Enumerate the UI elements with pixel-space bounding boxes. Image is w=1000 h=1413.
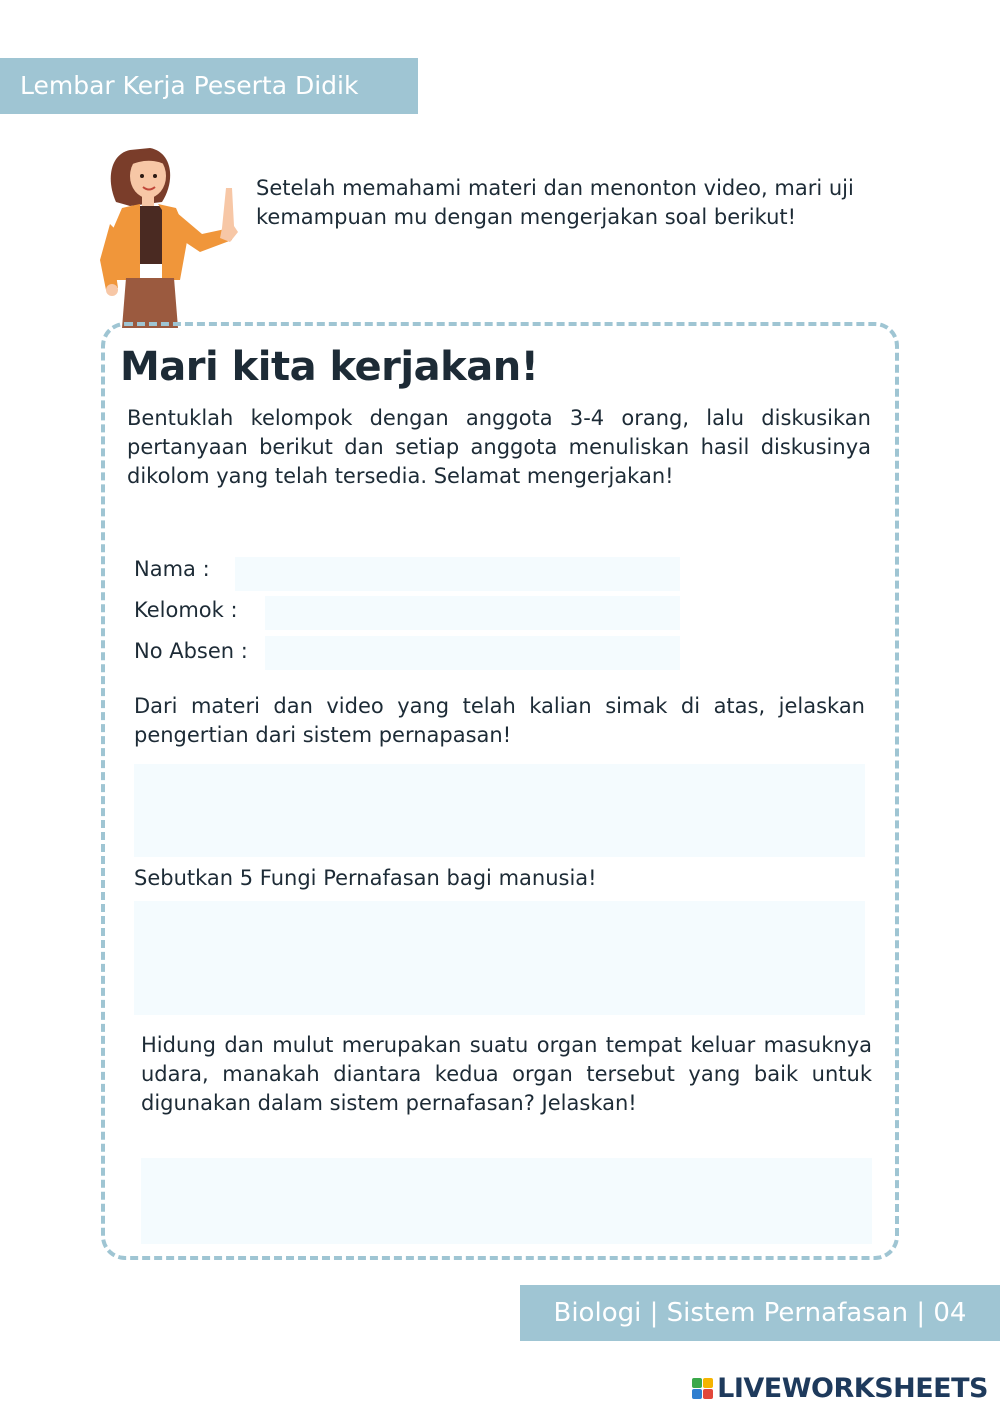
name-label: Nama : (134, 557, 210, 581)
question-3-text: Hidung dan mulut merupakan suatu organ tempat keluar masuknya udara, manakah diantara kedua organ tersebut yang baik untuk digunakan dalam sistem pernafasan? Jelaskan! (141, 1033, 872, 1115)
liveworksheets-logo-icon (692, 1378, 713, 1399)
teacher-illustration (92, 140, 242, 328)
question-1-text: Dari materi dan video yang telah kalian simak di atas, jelaskan pengertian dari sistem pernapasan! (134, 694, 865, 747)
question-2-text: Sebutkan 5 Fungi Pernafasan bagi manusia! (134, 866, 597, 890)
teacher-shirt (136, 206, 164, 264)
absen-label: No Absen : (134, 639, 248, 663)
question-3-answer[interactable] (141, 1158, 872, 1244)
teacher-trousers (122, 278, 178, 328)
group-input[interactable] (265, 596, 680, 630)
activity-instructions: Bentuklah kelompok dengan anggota 3-4 orang, lalu diskusikan pertanyaan berikut dan setiap anggota menuliskan hasil diskusinya dikolom yang telah tersedia. Selamat mengerjakan! (127, 406, 871, 488)
question-2-answer[interactable] (134, 901, 865, 1015)
liveworksheets-brand[interactable] (692, 1372, 988, 1404)
question-1-answer[interactable] (134, 764, 865, 857)
name-input[interactable] (235, 557, 680, 591)
absen-input[interactable] (265, 636, 680, 670)
liveworksheets-wordmark: LIVEWORKSHEETS (717, 1372, 988, 1404)
activity-title: Mari kita kerjakan! (120, 344, 539, 390)
footer-subject-tab: Biologi | Sistem Pernafasan | 04 (520, 1285, 1000, 1341)
teacher-pointing-hand (220, 188, 238, 242)
intro-text: Setelah memahami materi dan menonton video, mari uji kemampuan mu dengan mengerjakan soal berikut! (256, 176, 854, 229)
group-label: Kelomok : (134, 598, 238, 622)
worksheet-header-tab: Lembar Kerja Peserta Didik (0, 58, 418, 114)
